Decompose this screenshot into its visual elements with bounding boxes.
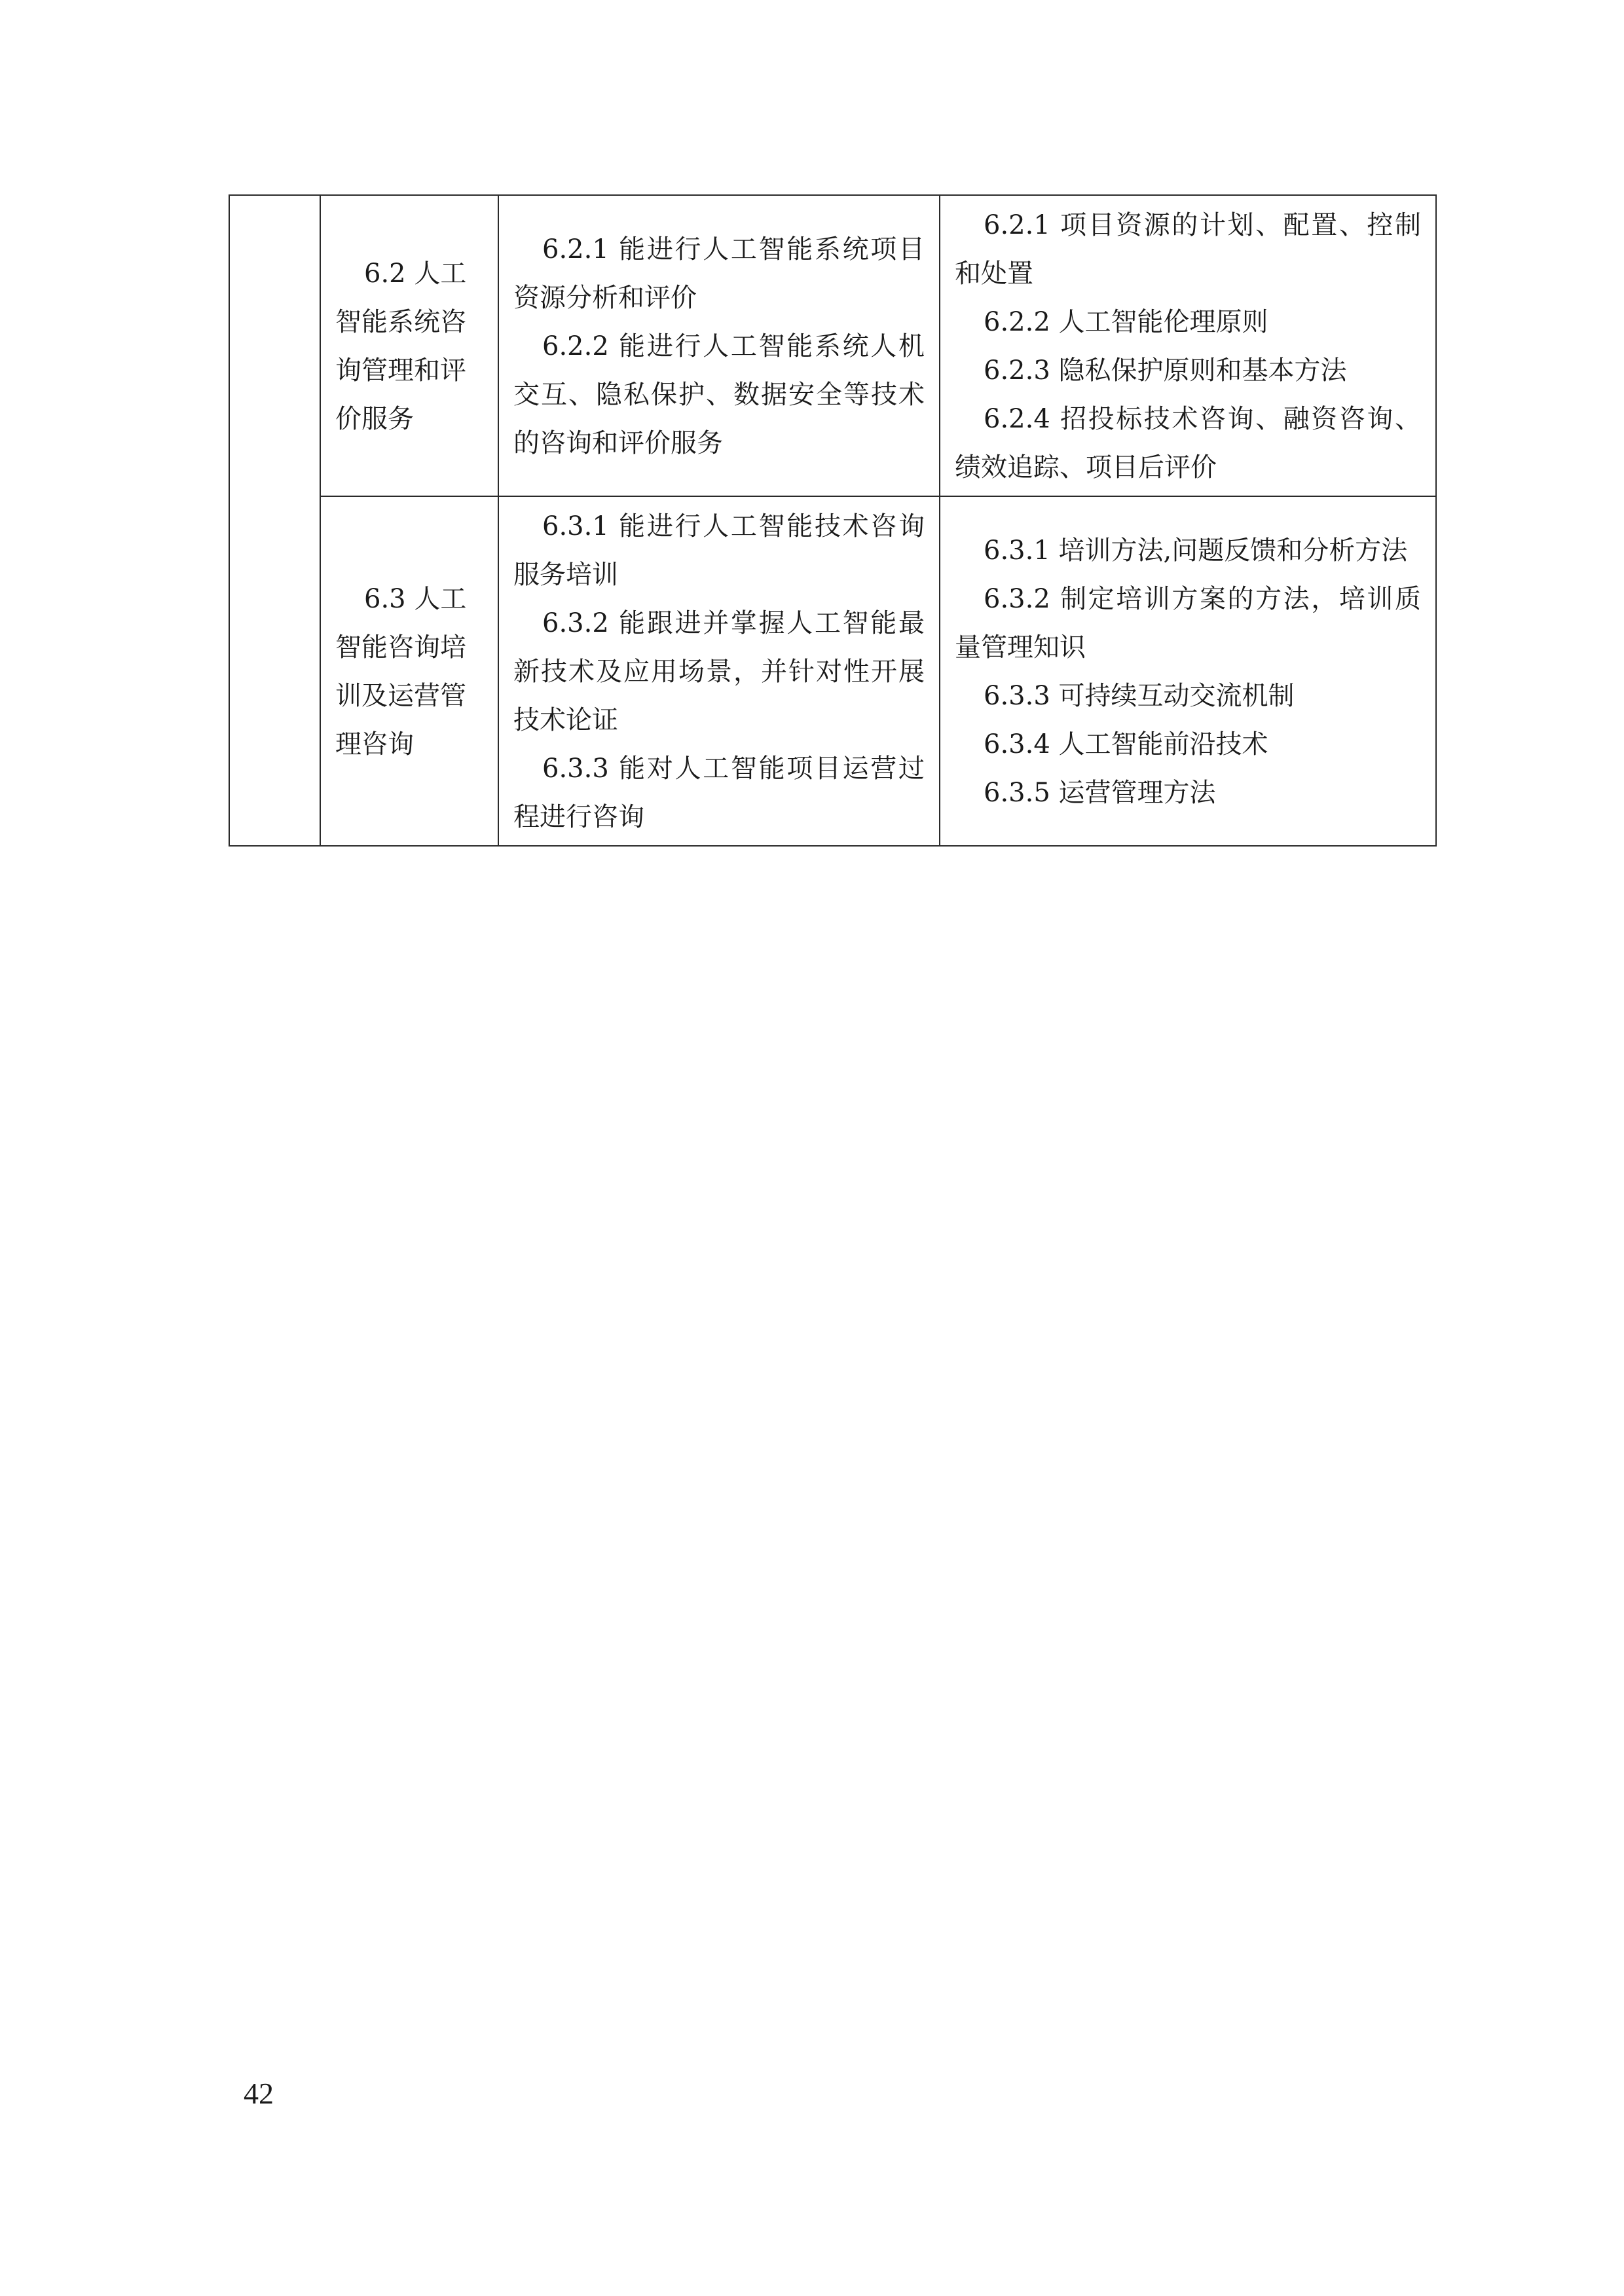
table-row: [229, 496, 1436, 846]
skill-requirements-cell: [498, 195, 940, 496]
knowledge-item: 6.3.3 可持续互动交流机制: [984, 681, 1295, 711]
skill-item: 6.3.2 能跟进并掌握人工智能最新技术及应用场景，并针对性开展技术论证: [513, 608, 925, 735]
knowledge-item: 6.2.3 隐私保护原则和基本方法: [984, 355, 1347, 386]
skill-item: 6.2.1 能进行人工智能系统项目资源分析和评价: [513, 234, 925, 313]
knowledge-item: 6.3.5 运营管理方法: [984, 778, 1216, 808]
function-cell: [229, 195, 320, 846]
page-number: 42: [244, 2077, 274, 2110]
competency-table: [229, 194, 1437, 847]
knowledge-item: 6.3.1 培训方法,问题反馈和分析方法: [984, 536, 1408, 566]
skill-item: 6.3.3 能对人工智能项目运营过程进行咨询: [513, 754, 925, 832]
knowledge-item: 6.3.4 人工智能前沿技术: [984, 729, 1268, 759]
knowledge-item: 6.2.4 招投标技术咨询、融资咨询、绩效追踪、项目后评价: [955, 404, 1421, 483]
table-row: [229, 195, 1436, 496]
work-content-text: 6.3 人工智能咨询培训及运营管理咨询: [335, 584, 467, 759]
work-content-cell: [320, 195, 498, 496]
skill-item: 6.2.2 能进行人工智能系统人机交互、隐私保护、数据安全等技术的咨询和评价服务: [513, 331, 925, 458]
work-content-cell: [320, 496, 498, 846]
knowledge-item: 6.2.2 人工智能伦理原则: [984, 307, 1268, 337]
knowledge-item: 6.2.1 项目资源的计划、配置、控制和处置: [955, 210, 1421, 289]
related-knowledge-cell: [940, 195, 1436, 496]
knowledge-item: 6.3.2 制定培训方案的方法，培训质量管理知识: [955, 584, 1421, 663]
work-content-text: 6.2 人工智能系统咨询管理和评价服务: [335, 259, 467, 434]
skill-requirements-cell: [498, 496, 940, 846]
related-knowledge-cell: [940, 496, 1436, 846]
skill-item: 6.3.1 能进行人工智能技术咨询服务培训: [513, 511, 925, 590]
